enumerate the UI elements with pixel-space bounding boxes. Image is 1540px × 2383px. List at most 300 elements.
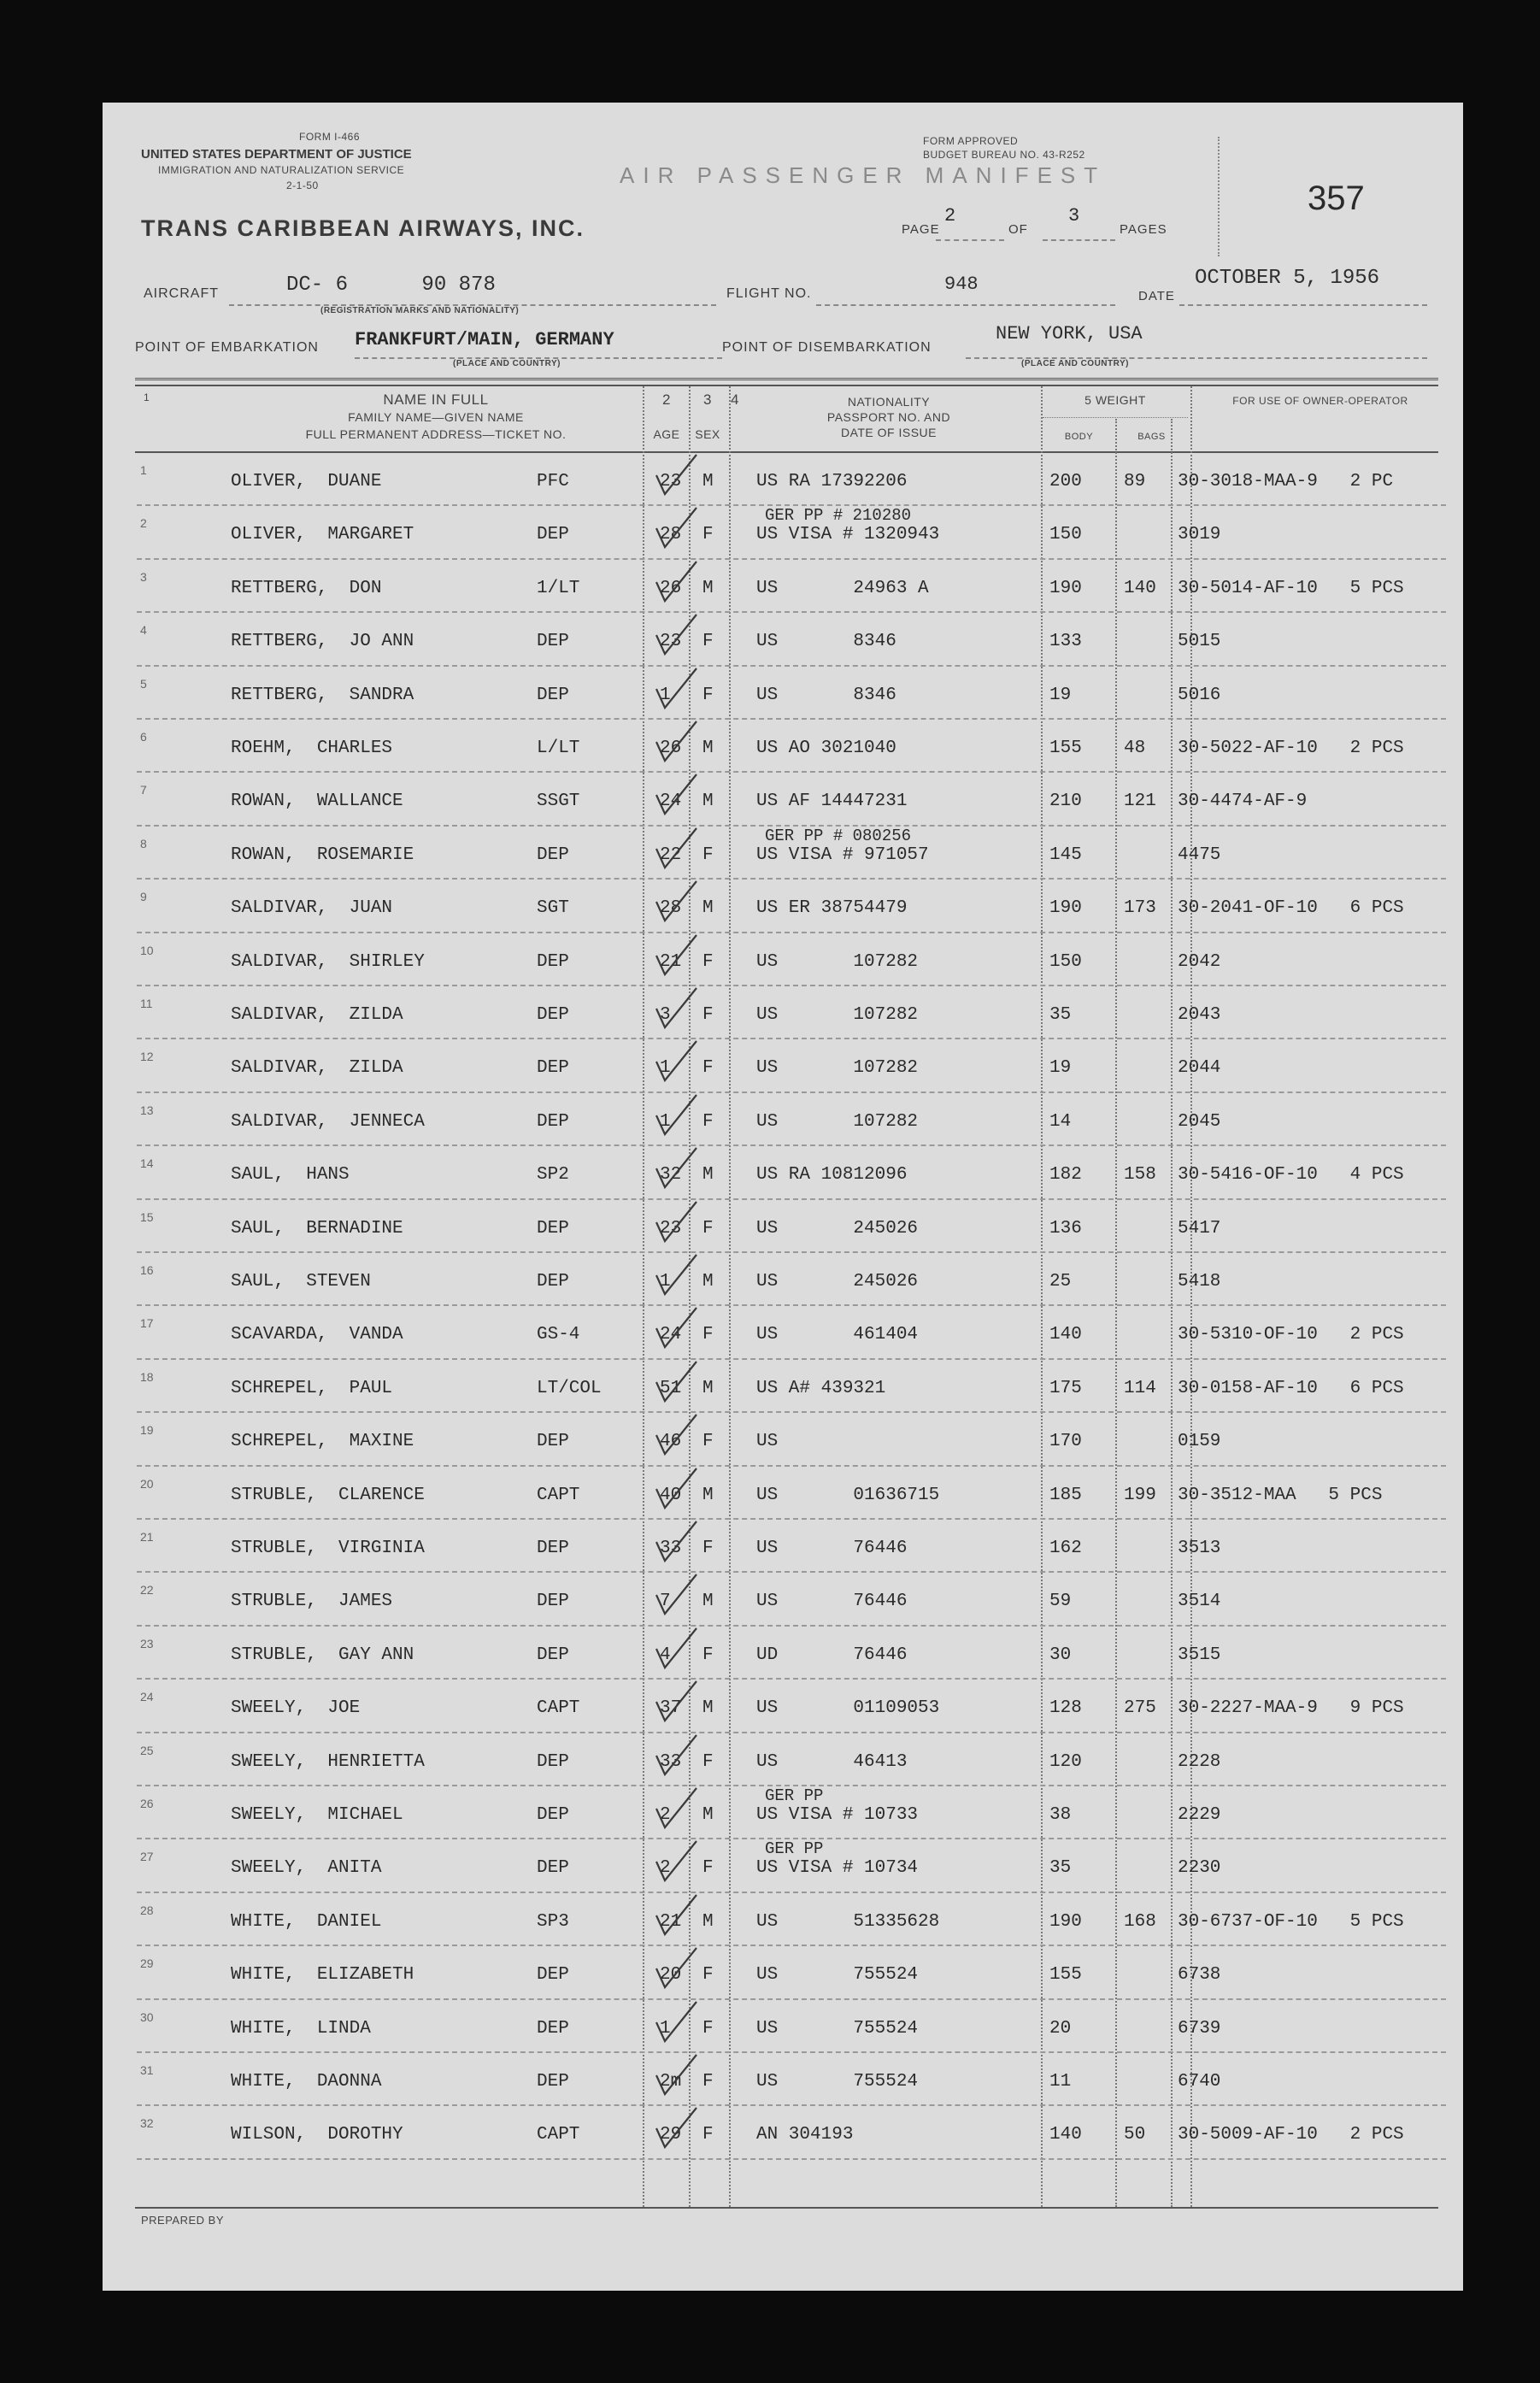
passenger-nationality: US A# 439321	[756, 1378, 886, 1398]
row-number: 1	[140, 463, 147, 477]
passenger-sex: F	[702, 2125, 714, 2145]
age-check-mark	[650, 1730, 701, 1781]
weight-body: 182	[1049, 1165, 1082, 1186]
passenger-age: 22	[660, 844, 682, 865]
passenger-age: 24	[660, 791, 682, 812]
passenger-name: SAUL, BERNADINE	[231, 1218, 403, 1239]
passenger-sex: F	[702, 1111, 714, 1132]
passenger-rank: CAPT	[537, 2125, 580, 2145]
passenger-nationality: US 76446	[756, 1539, 908, 1558]
row-number: 24	[140, 1690, 154, 1704]
age-check-mark	[650, 1356, 701, 1408]
weight-body: 140	[1049, 2125, 1082, 2145]
row-number: 26	[140, 1797, 154, 1810]
age-check-mark	[650, 716, 701, 768]
table-row	[103, 1627, 1463, 1680]
passenger-name: OLIVER, DUANE	[231, 472, 382, 491]
passenger-rank: DEP	[537, 2018, 569, 2039]
passenger-name: ROWAN, ROSEMARIE	[231, 844, 414, 865]
table-row	[103, 1733, 1463, 1786]
table-row	[103, 1360, 1463, 1413]
ticket-number: 30-3018-MAA-9 2 PC	[1178, 472, 1394, 491]
passenger-rank: DEP	[537, 1592, 569, 1612]
passenger-name: WHITE, DAONNA	[231, 2072, 382, 2092]
age-check-mark	[650, 983, 701, 1034]
disembarkation-label: POINT OF DISEMBARKATION	[722, 340, 932, 355]
passenger-rank: DEP	[537, 1965, 569, 1986]
weight-body: 190	[1049, 898, 1082, 919]
passenger-name: RETTBERG, JO ANN	[231, 632, 414, 652]
passenger-age: 1	[660, 1272, 671, 1292]
age-check-mark	[650, 1036, 701, 1087]
total-pages: 3	[1068, 205, 1080, 227]
passenger-rank: DEP	[537, 1539, 569, 1558]
col-name-family: FAMILY NAME—GIVEN NAME	[348, 410, 524, 424]
passenger-name: ROWAN, WALLANCE	[231, 791, 403, 812]
form-date: 2-1-50	[286, 179, 319, 191]
passenger-name: SALDIVAR, JENNECA	[231, 1111, 425, 1132]
table-row	[103, 827, 1463, 880]
passenger-nationality: US VISA # 971057	[756, 844, 929, 865]
row-number: 4	[140, 623, 147, 638]
age-check-mark	[650, 1676, 701, 1727]
aircraft-caption: (REGISTRATION MARKS AND NATIONALITY)	[320, 306, 520, 315]
age-check-mark	[650, 1250, 701, 1301]
table-row	[103, 1039, 1463, 1092]
ticket-number: 30-6737-OF-10 5 PCS	[1178, 1911, 1404, 1932]
row-number: 17	[140, 1316, 154, 1331]
passenger-rank: DEP	[537, 844, 569, 865]
embarkation-value: FRANKFURT/MAIN, GERMANY	[355, 329, 614, 350]
table-row	[103, 773, 1463, 826]
passenger-sex: M	[702, 1165, 714, 1186]
ticket-number: 2230	[1178, 1858, 1221, 1879]
passenger-rank: DEP	[537, 1218, 569, 1239]
row-number: 22	[140, 1583, 154, 1597]
passenger-name: RETTBERG, DON	[231, 578, 382, 598]
passenger-age: 24	[660, 1325, 682, 1345]
passenger-sex: M	[702, 1805, 714, 1825]
row-number: 31	[140, 2063, 154, 2077]
row-number: 19	[140, 1423, 154, 1438]
row-number: 7	[140, 783, 147, 797]
ticket-number: 6740	[1178, 2072, 1221, 2092]
aircraft-label: AIRCRAFT	[144, 286, 219, 301]
age-check-mark	[650, 1997, 701, 2048]
passenger-age: 46	[660, 1432, 682, 1452]
passenger-rank: DEP	[537, 1805, 569, 1825]
passenger-age: 21	[660, 951, 682, 972]
weight-body: 35	[1049, 1005, 1072, 1025]
passenger-sex: M	[702, 1911, 714, 1932]
ticket-number: 4475	[1178, 844, 1221, 865]
age-check-mark	[650, 1409, 701, 1461]
passenger-age: 29	[660, 2125, 682, 2145]
weight-body: 30	[1049, 1645, 1072, 1665]
ticket-number: 2229	[1178, 1805, 1221, 1825]
col3-number: 3	[703, 391, 712, 408]
passenger-rank: SP2	[537, 1165, 569, 1186]
passenger-age: 3	[660, 1005, 671, 1025]
passenger-sex: F	[702, 1858, 714, 1879]
ticket-number: 0159	[1178, 1432, 1221, 1452]
passenger-sex: F	[702, 2018, 714, 2039]
prepared-by-label: PREPARED BY	[141, 2214, 225, 2227]
table-row	[103, 1893, 1463, 1946]
passenger-age: 28	[660, 525, 682, 545]
weight-body: 185	[1049, 1485, 1082, 1505]
age-check-mark	[650, 1569, 701, 1621]
page-label: PAGE	[902, 222, 940, 237]
passenger-nationality: US ER 38754479	[756, 898, 908, 919]
passenger-rank: DEP	[537, 632, 569, 652]
passenger-nationality: US 01636715	[756, 1485, 940, 1505]
budget-bureau: BUDGET BUREAU NO. 43-R252	[923, 149, 1085, 161]
passenger-sex: F	[702, 2072, 714, 2092]
row-number: 15	[140, 1209, 154, 1224]
passenger-name: SCAVARDA, VANDA	[231, 1325, 403, 1345]
passenger-nationality: UD 76446	[756, 1645, 908, 1665]
form-approved: FORM APPROVED	[923, 135, 1019, 147]
table-row	[103, 1253, 1463, 1306]
row-number: 21	[140, 1530, 154, 1544]
ticket-number: 2045	[1178, 1111, 1221, 1132]
manifest-page	[103, 103, 1463, 2291]
passenger-name: SCHREPEL, PAUL	[231, 1378, 393, 1398]
passenger-sex: F	[702, 632, 714, 652]
passenger-nationality: AN 304193	[756, 2125, 854, 2145]
weight-body: 150	[1049, 525, 1082, 545]
row-number: 13	[140, 1103, 154, 1117]
passenger-rank: DEP	[537, 1858, 569, 1879]
passenger-sex: M	[702, 1592, 714, 1612]
passenger-name: WHITE, LINDA	[231, 2018, 371, 2039]
of-label: OF	[1008, 222, 1028, 237]
col2-number: 2	[662, 391, 671, 408]
ticket-number: 5016	[1178, 685, 1221, 705]
passenger-nationality: US 461404	[756, 1325, 919, 1345]
passenger-rank: DEP	[537, 951, 569, 972]
weight-bags: 50	[1124, 2125, 1146, 2145]
age-check-mark	[650, 1197, 701, 1248]
ticket-number: 2228	[1178, 1751, 1221, 1772]
passenger-name: WHITE, DANIEL	[231, 1911, 382, 1932]
ticket-number: 5418	[1178, 1272, 1221, 1292]
age-check-mark	[650, 1463, 701, 1515]
table-row	[103, 1467, 1463, 1520]
row-number: 30	[140, 2009, 154, 2024]
passenger-nationality: US 46413	[756, 1751, 908, 1772]
table-row	[103, 1573, 1463, 1626]
weight-body: 120	[1049, 1751, 1082, 1772]
disembarkation-caption: (PLACE AND COUNTRY)	[1021, 359, 1129, 368]
weight-body: 175	[1049, 1378, 1082, 1398]
passenger-nationality: US RA 10812096	[756, 1165, 908, 1186]
passenger-age: 37	[660, 1698, 682, 1719]
date-value: OCTOBER 5, 1956	[1195, 267, 1380, 290]
passenger-rank: SGT	[537, 898, 569, 919]
row-number: 16	[140, 1263, 154, 1277]
passenger-age: 2	[660, 1805, 671, 1825]
table-row	[103, 1839, 1463, 1892]
passenger-table	[103, 453, 1463, 2205]
passenger-name: SALDIVAR, JUAN	[231, 898, 393, 919]
ticket-number: 2043	[1178, 1005, 1221, 1025]
flight-no-label: FLIGHT NO.	[726, 286, 812, 301]
ticket-number: 6739	[1178, 2018, 1221, 2039]
weight-body: 210	[1049, 791, 1082, 812]
table-row	[103, 453, 1463, 506]
age-check-mark	[650, 1143, 701, 1194]
passenger-sex: F	[702, 1432, 714, 1452]
department-name: UNITED STATES DEPARTMENT OF JUSTICE	[141, 147, 412, 162]
ticket-number: 2044	[1178, 1058, 1221, 1079]
col-weight: 5 WEIGHT	[1084, 393, 1146, 407]
table-row	[103, 2053, 1463, 2106]
ticket-number: 30-5022-AF-10 2 PCS	[1178, 738, 1404, 758]
passenger-age: 23	[660, 1218, 682, 1239]
passenger-rank: CAPT	[537, 1698, 580, 1719]
passenger-nationality: US 245026	[756, 1272, 919, 1292]
passenger-age: 28	[660, 898, 682, 919]
age-check-mark	[650, 876, 701, 927]
passenger-nationality: US VISA # 10733	[756, 1805, 919, 1825]
passenger-rank: GS-4	[537, 1325, 580, 1345]
row-number: 5	[140, 676, 147, 691]
table-row	[103, 1520, 1463, 1573]
passenger-nationality: US RA 17392206	[756, 472, 908, 491]
age-check-mark	[650, 663, 701, 715]
passenger-name: STRUBLE, GAY ANN	[231, 1645, 414, 1665]
row-number: 11	[140, 997, 153, 1010]
row-number: 25	[140, 1743, 154, 1757]
passenger-sex: M	[702, 578, 714, 598]
flight-no-value: 948	[944, 274, 979, 295]
airline-name: TRANS CARIBBEAN AIRWAYS, INC.	[141, 215, 585, 241]
passenger-sex: F	[702, 951, 714, 972]
weight-bags: 48	[1124, 738, 1146, 758]
page-value: 2	[944, 205, 956, 227]
aircraft-value: DC- 6 90 878	[286, 274, 496, 297]
embarkation-label: POINT OF EMBARKATION	[135, 340, 319, 355]
weight-bags: 168	[1124, 1911, 1156, 1932]
table-row	[103, 506, 1463, 559]
passenger-age: 2m	[660, 2072, 682, 2092]
passport-note: GER PP	[765, 1839, 824, 1859]
passenger-name: ROEHM, CHARLES	[231, 738, 393, 758]
passenger-sex: M	[702, 898, 714, 919]
passenger-nationality: US 24963 A	[756, 578, 929, 598]
passenger-rank: L/LT	[537, 738, 580, 758]
passenger-rank: DEP	[537, 1272, 569, 1292]
passenger-nationality: US AO 3021040	[756, 738, 896, 758]
passenger-sex: F	[702, 1965, 714, 1986]
weight-body: 35	[1049, 1858, 1072, 1879]
passenger-sex: F	[702, 1645, 714, 1665]
weight-body: 200	[1049, 472, 1082, 491]
passenger-nationality: US 755524	[756, 1965, 919, 1986]
passport-note: GER PP # 210280	[765, 506, 912, 526]
age-check-mark	[650, 1836, 701, 1887]
passenger-rank: LT/COL	[537, 1378, 602, 1398]
age-check-mark	[650, 1303, 701, 1354]
row-number: 20	[140, 1476, 154, 1491]
passenger-sex: M	[702, 1698, 714, 1719]
table-row	[103, 1146, 1463, 1199]
passenger-sex: F	[702, 685, 714, 705]
passenger-age: 21	[660, 1911, 682, 1932]
table-row	[103, 933, 1463, 986]
table-row	[103, 1786, 1463, 1839]
age-check-mark	[650, 1943, 701, 1994]
passenger-sex: F	[702, 1751, 714, 1772]
passenger-rank: DEP	[537, 1005, 569, 1025]
passenger-nationality: US 8346	[756, 685, 896, 705]
passenger-age: 26	[660, 578, 682, 598]
passenger-age: 26	[660, 738, 682, 758]
weight-body: 150	[1049, 951, 1082, 972]
passenger-rank: DEP	[537, 525, 569, 545]
passenger-rank: CAPT	[537, 1485, 580, 1505]
col4-number: 4	[731, 391, 739, 408]
passenger-sex: F	[702, 1325, 714, 1345]
weight-bags: 89	[1124, 472, 1146, 491]
age-check-mark	[650, 556, 701, 608]
age-check-mark	[650, 450, 701, 501]
col-passport: PASSPORT NO. AND	[826, 410, 951, 424]
age-check-mark	[650, 609, 701, 661]
passenger-nationality: US AF 14447231	[756, 791, 908, 812]
passenger-name: STRUBLE, JAMES	[231, 1592, 393, 1612]
weight-bags: 121	[1124, 791, 1156, 812]
col-weight-bags: BAGS	[1137, 432, 1166, 442]
passenger-rank: 1/LT	[537, 578, 580, 598]
table-row	[103, 1413, 1463, 1466]
weight-body: 155	[1049, 738, 1082, 758]
passenger-nationality: US 51335628	[756, 1911, 940, 1932]
passenger-name: SAUL, HANS	[231, 1165, 350, 1186]
table-row	[103, 1306, 1463, 1359]
row-number: 10	[140, 943, 154, 957]
table-row	[103, 986, 1463, 1039]
passenger-name: SWEELY, MICHAEL	[231, 1805, 403, 1825]
col-name-address: FULL PERMANENT ADDRESS—TICKET NO.	[305, 427, 567, 441]
passenger-nationality: US 107282	[756, 1111, 919, 1132]
ticket-number: 30-5009-AF-10 2 PCS	[1178, 2125, 1404, 2145]
passenger-sex: M	[702, 472, 714, 491]
ticket-number: 5417	[1178, 1218, 1221, 1239]
table-row	[103, 1200, 1463, 1253]
passenger-nationality: US 8346	[756, 632, 896, 652]
ticket-number: 30-3512-MAA 5 PCS	[1178, 1485, 1383, 1505]
table-row	[103, 880, 1463, 933]
weight-body: 128	[1049, 1698, 1082, 1719]
row-number: 14	[140, 1156, 154, 1171]
age-check-mark	[650, 1516, 701, 1568]
passenger-name: SALDIVAR, ZILDA	[231, 1005, 403, 1025]
passenger-name: SAUL, STEVEN	[231, 1272, 371, 1292]
disembarkation-value: NEW YORK, USA	[996, 323, 1143, 344]
row-number: 6	[140, 730, 147, 744]
passenger-age: 51	[660, 1378, 682, 1398]
table-row	[103, 560, 1463, 613]
passenger-sex: F	[702, 1218, 714, 1239]
row-number: 12	[140, 1050, 154, 1064]
table-row	[103, 667, 1463, 720]
weight-body: 170	[1049, 1432, 1082, 1452]
ticket-number: 30-5310-OF-10 2 PCS	[1178, 1325, 1404, 1345]
weight-body: 145	[1049, 844, 1082, 865]
weight-body: 155	[1049, 1965, 1082, 1986]
passenger-sex: F	[702, 1539, 714, 1558]
table-row	[103, 613, 1463, 666]
passenger-nationality: US 107282	[756, 951, 919, 972]
passenger-sex: F	[702, 1058, 714, 1079]
ticket-number: 30-4474-AF-9	[1178, 791, 1308, 812]
row-number: 18	[140, 1369, 154, 1384]
weight-bags: 140	[1124, 578, 1156, 598]
age-check-mark	[650, 1623, 701, 1674]
passenger-rank: DEP	[537, 1058, 569, 1079]
passenger-sex: M	[702, 1272, 714, 1292]
age-check-mark	[650, 1090, 701, 1141]
passenger-name: WHITE, ELIZABETH	[231, 1965, 414, 1986]
ticket-number: 30-5014-AF-10 5 PCS	[1178, 578, 1404, 598]
weight-body: 19	[1049, 1058, 1072, 1079]
passenger-age: 33	[660, 1539, 682, 1558]
passenger-name: SALDIVAR, ZILDA	[231, 1058, 403, 1079]
table-row	[103, 1946, 1463, 1999]
row-number: 3	[140, 569, 147, 584]
service-name: IMMIGRATION AND NATURALIZATION SERVICE	[158, 164, 405, 176]
passenger-nationality: US	[756, 1432, 779, 1452]
col-nationality: NATIONALITY	[847, 395, 931, 409]
passenger-nationality: US 755524	[756, 2072, 919, 2092]
age-check-mark	[650, 1783, 701, 1834]
passenger-sex: F	[702, 525, 714, 545]
passenger-nationality: US 755524	[756, 2018, 919, 2039]
row-number: 2	[140, 516, 147, 531]
form-number: FORM I-466	[299, 131, 361, 143]
passport-note: GER PP	[765, 1786, 824, 1805]
passenger-name: WILSON, DOROTHY	[231, 2125, 403, 2145]
weight-body: 11	[1049, 2072, 1072, 2092]
passenger-age: 2	[660, 1858, 671, 1879]
passenger-name: SCHREPEL, MAXINE	[231, 1432, 414, 1452]
passenger-age: 33	[660, 1751, 682, 1772]
passenger-name: OLIVER, MARGARET	[231, 525, 414, 545]
passenger-nationality: US 76446	[756, 1592, 908, 1612]
weight-body: 14	[1049, 1111, 1072, 1132]
table-row	[103, 2000, 1463, 2053]
passenger-nationality: US 01109053	[756, 1698, 940, 1719]
weight-body: 59	[1049, 1592, 1072, 1612]
passenger-nationality: US 107282	[756, 1005, 919, 1025]
embarkation-caption: (PLACE AND COUNTRY)	[453, 359, 561, 368]
ticket-number: 6738	[1178, 1965, 1221, 1986]
weight-body: 20	[1049, 2018, 1072, 2039]
passenger-age: 1	[660, 685, 671, 705]
passenger-age: 32	[660, 1165, 682, 1186]
col-owner-operator: FOR USE OF OWNER-OPERATOR	[1232, 395, 1408, 407]
weight-bags: 199	[1124, 1485, 1156, 1505]
passenger-age: 1	[660, 2018, 671, 2039]
passenger-sex: M	[702, 1378, 714, 1398]
passenger-rank: DEP	[537, 1111, 569, 1132]
col-weight-body: BODY	[1064, 432, 1094, 442]
row-number: 27	[140, 1850, 154, 1864]
weight-body: 133	[1049, 632, 1082, 652]
